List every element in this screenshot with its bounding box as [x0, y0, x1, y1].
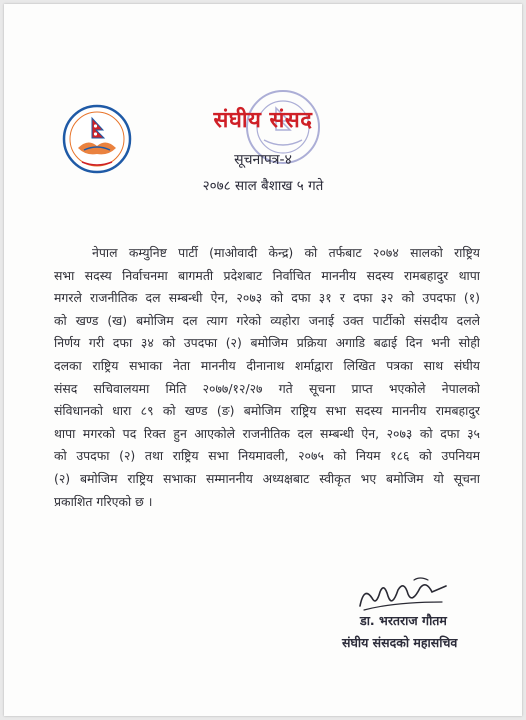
signer-name: डा. भरतराज गौतम: [360, 613, 447, 628]
body-line: मगरले राजनीतिक दल सम्बन्धी ऐन, २०७३ को दफा ३१ र दफा ३२ को उपदफा (१): [54, 290, 480, 306]
body-line: संविधानको धारा ८९ को खण्ड (ङ) बमोजिम राष्ट्रिय सभा सदस्य माननीय रामबहादुर: [54, 403, 480, 419]
body-line: संसद सचिवालयमा मिति २०७७/१२/२७ गते सूचना प्राप्त भएकोले नेपालको: [54, 380, 480, 396]
body-line: को खण्ड (ख) बमोजिम दल त्याग गरेको व्यहोरा जनाई उक्त पार्टीको संसदीय दलले: [54, 312, 480, 328]
body-line: सभा सदस्य निर्वाचनमा बागमती प्रदेशबाट निर्वाचित माननीय सदस्य रामबहादुर थापा: [54, 267, 480, 283]
body-line: दलका राष्ट्रिय सभाका नेता माननीय दीनानाथ शर्माद्वारा लिखित पत्रका साथ संघीय: [54, 357, 480, 373]
body-line: निर्णय गरी दफा ३४ को उपदफा (२) बमोजिम प्रक्रिया अगाडि बढाई दिन भनी सोही: [54, 335, 480, 351]
notice-date: २०७८ साल बैशाख ५ गते: [202, 178, 324, 194]
body-line: नेपाल कम्युनिष्ट पार्टी (माओवादी केन्द्र) को तर्फबाट २०७४ सालको राष्ट्रिय: [92, 245, 480, 260]
body-line: प्रकाशित गरिएको छ ।: [54, 493, 153, 509]
notice-body: [54, 242, 480, 513]
body-line: (२) बमोजिम राष्ट्रिय सभाका सम्माननीय अध्यक्षबाट स्वीकृत भए बमोजिम यो सूचना: [54, 470, 480, 486]
notice-number: सूचनापत्र-४: [234, 152, 292, 168]
body-line: थापा मगरको पद रिक्त हुन आएकोले राजनीतिक दल सम्बन्धी ऐन, २०७३ को दफा ३५: [54, 425, 480, 441]
signer-title: संघीय संसदको महासचिव: [342, 635, 458, 650]
page-title: संघीय संसद: [213, 108, 313, 133]
document-page: [4, 4, 522, 716]
body-line: को उपदफा (२) तथा राष्ट्रिय सभा नियमावली, २०७५ को नियम १८६ को उपनियम: [54, 448, 480, 464]
